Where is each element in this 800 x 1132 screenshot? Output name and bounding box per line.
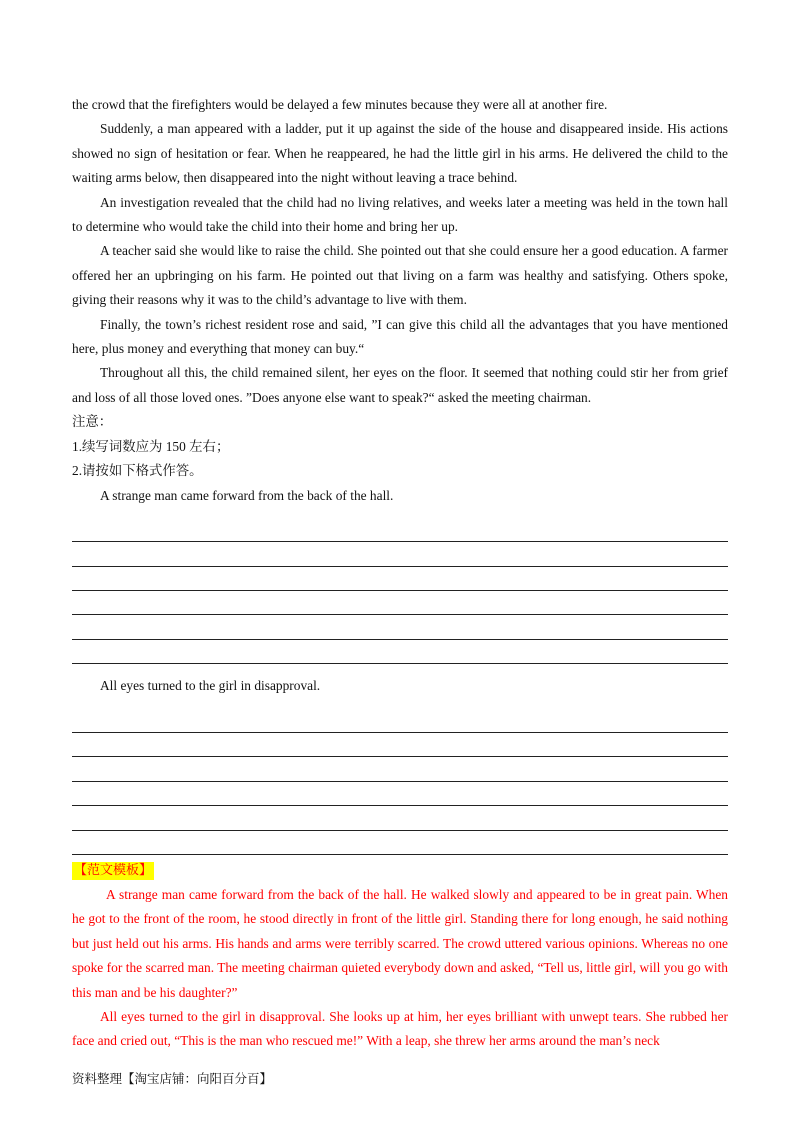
answer-lines-1[interactable] [72,518,728,664]
answer-line[interactable] [72,591,728,615]
answer-line[interactable] [72,640,728,664]
document-page [72,93,728,1054]
model-paragraph-2: All eyes turned to the girl in disapproval. She looks up at him, her eyes brilliant with unwept tears. She rubbed her face and cried out, “This is the man who rescued me!” With a leap, she threw her arms around the man’s neck [72,1009,728,1049]
story-paragraph-2: Suddenly, a man appeared with a ladder, put it up against the side of the house and disappeared inside. His actions showed no sign of hesitation or fear. When he reappeared, he had the little girl in his arms. He delivered the child to the waiting arms below, then disappeared into the night without leaving a trace behind. [72,121,728,186]
model-essay-badge: 【范文模板】 [74,863,153,878]
story-paragraph-1: the crowd that the firefighters would be delayed a few minutes because they were all at another fire. [72,97,608,112]
answer-line[interactable] [72,615,728,639]
answer-line[interactable] [72,806,728,830]
story-paragraph-5: Finally, the town’s richest resident rose and said, ”I can give this child all the advantages that you have mentioned here, plus money and everything that money can buy.“ [72,316,728,357]
answer-line[interactable] [72,757,728,781]
answer-lines-2[interactable] [72,709,728,855]
prompt-first: A strange man came forward from the back of the hall. [100,487,394,503]
note-item-2: 2.请按如下格式作答。 [72,463,203,479]
prompt-second: All eyes turned to the girl in disapproval. [100,678,321,694]
notes-heading: 注意： [72,414,113,430]
model-badge-row [72,861,728,883]
answer-line[interactable] [72,518,728,542]
story-paragraph-4: A teacher said she would like to raise the child. She pointed out that she could ensure her a good education. A farmer offered her an upbringing on his farm. He pointed out that living on a farm was healthy and satisfying. Others spoke, giving their reasons why it was to the child’s advantage to live with them. [72,243,728,308]
page-footer: 资料整理【淘宝店铺：向阳百分百】 [72,1071,273,1086]
answer-line[interactable] [72,709,728,733]
model-essay [72,883,728,1054]
answer-line[interactable] [72,831,728,855]
story-paragraph-3: An investigation revealed that the child had no living relatives, and weeks later a meeting was held in the town hall to determine who would take the child into their home and bring her up. [72,194,728,235]
model-paragraph-1: A strange man came forward from the back of the hall. He walked slowly and appeared to be in great pain. When he got to the front of the room, he stood directly in front of the little girl. Standing there for long enough, he said nothing but just held out his arms. His hands and arms were terribly scarred. The crowd uttered various opinions. Whereas no one spoke for the scarred man. The meeting chairman quieted everybody down and asked, “Tell us, little girl, will you go with this man and be his daughter?” [72,887,728,1000]
answer-line[interactable] [72,733,728,757]
section-gap [72,664,728,674]
answer-line[interactable] [72,567,728,591]
answer-line[interactable] [72,782,728,806]
note-item-1: 1.续写词数应为 150 左右； [72,438,230,454]
answer-line[interactable] [72,542,728,566]
story-paragraph-6: Throughout all this, the child remained silent, her eyes on the floor. It seemed that nothing could stir her from grief and loss of all those loved ones. ”Does anyone else want to speak?“ asked the meeting chairman. [72,365,728,405]
